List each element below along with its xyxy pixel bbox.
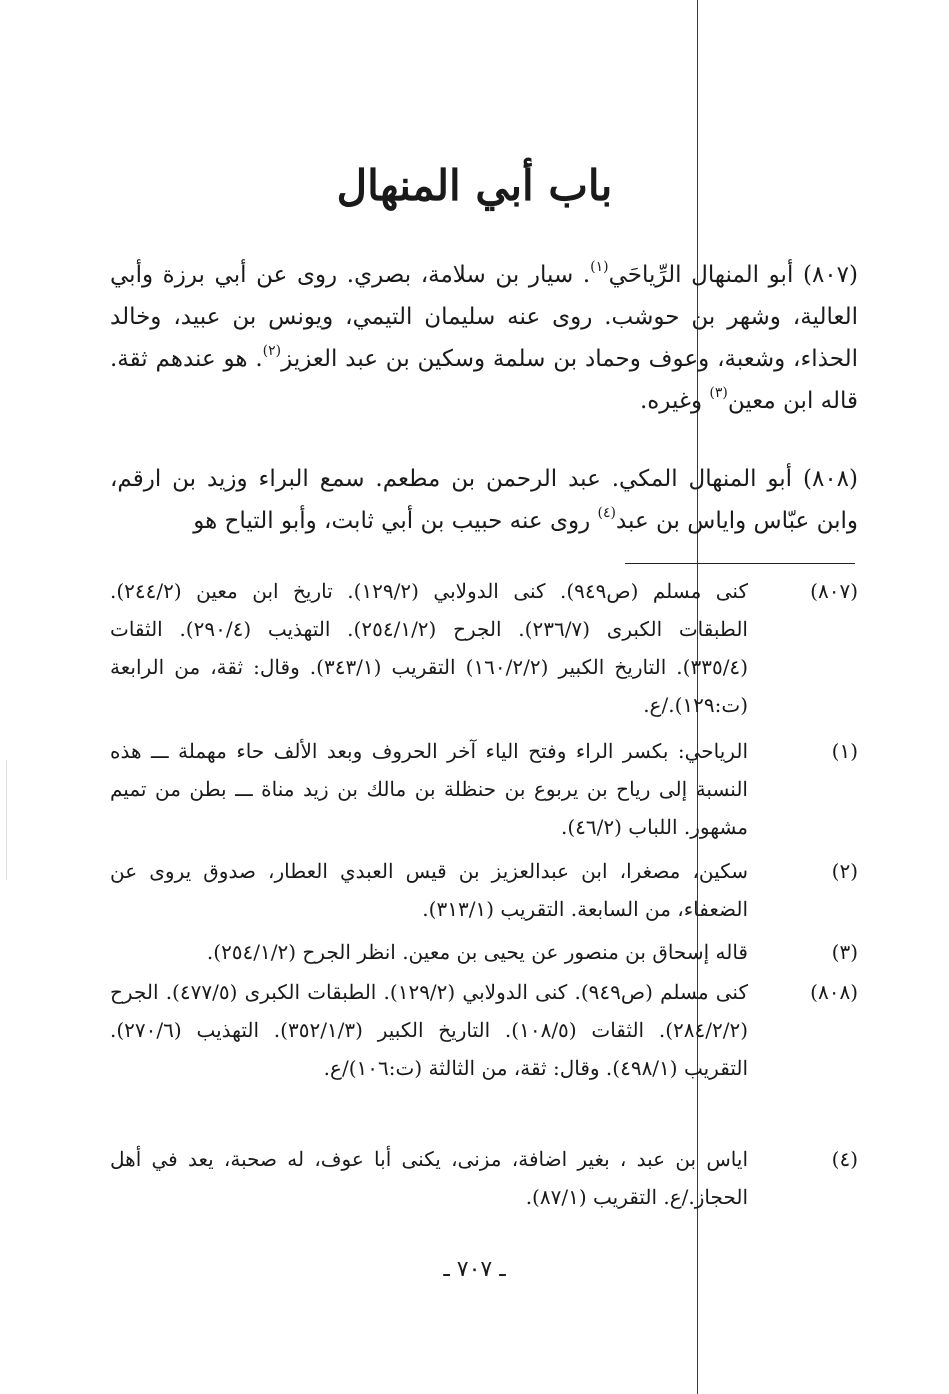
footnote-808	[110, 973, 858, 1087]
entry-text: أبو المنهال المكي. عبد الرحمن بن مطعم. سمع البراء وزيد بن ارقم، وابن عبّاس واياس بن عبد	[110, 466, 858, 534]
entry-number: (٨٠٨)	[802, 466, 859, 492]
entry-text: أبو المنهال الرِّياحَي	[608, 262, 794, 288]
footnote-number: (٨٠٨)	[810, 980, 858, 1004]
footnote-text: سكين، مصغرا، ابن عبدالعزيز بن قيس العبدي العطار، صدوق يروى عن الضعفاء، من السابعة. التقريب (٣١٣/١).	[110, 859, 748, 921]
entry-808	[110, 458, 858, 542]
footnote-ref: (٢)	[262, 343, 282, 360]
page-number: ـ ٧٠٧ ـ	[443, 1257, 506, 1282]
footnote-number: (٣)	[831, 940, 858, 964]
footnote-ref: (٤)	[597, 505, 616, 522]
entry-text: . سيار بن سلامة، بصري. روى عن أبي برزة وأبي العالية، وشهر بن حوشب. روى عنه سليمان التيمي، ويونس بن عبيد، وخالد الحذاء، وشعبة، وعوف وحماد بن سلمة وسكين بن عبد العزيز	[110, 262, 859, 372]
entry-text: وغيره.	[639, 388, 710, 414]
footnote-1	[110, 732, 858, 846]
footnote-separator	[625, 563, 855, 564]
footnote-number: (٨٠٧)	[810, 579, 858, 603]
page-edge-line	[6, 760, 7, 880]
entry-text: . هو عندهم ثقة. قاله ابن معين	[110, 346, 858, 414]
footnote-number: (٤)	[831, 1147, 858, 1171]
footnote-ref: (١)	[590, 259, 609, 276]
footnote-807	[110, 572, 858, 724]
footnote-3	[110, 933, 858, 971]
entry-text: روى عنه حبيب بن أبي ثابت، وأبو التياح هو	[193, 508, 598, 534]
footnote-text: كنى مسلم (ص٩٤٩). كنى الدولابي (١٢٩/٢). تاريخ ابن معين (٢٤٤/٢). الطبقات الكبرى (٢٣٦/٧). الجرح (٢٥٤/١/٢). التهذيب (٢٩٠/٤). الثقات (٣٣٥/٤). التاريخ الكبير (١٦٠/٢/٢) التقريب (٣٤٣/١). وقال: ثقة، من الرابعة (ت:١٢٩)./ع.	[110, 579, 748, 717]
footnote-text: قاله إسحاق بن منصور عن يحيى بن معين. انظر الجرح (٢٥٤/١/٢).	[206, 940, 748, 964]
chapter-title: باب أبي المنهال	[336, 161, 613, 210]
footnote-number: (٢)	[831, 859, 858, 883]
entry-807	[110, 254, 858, 422]
entry-number: (٨٠٧)	[802, 262, 858, 288]
footnote-ref: (٣)	[709, 385, 728, 402]
footnote-4	[110, 1140, 858, 1216]
footnote-text: الرياحي: بكسر الراء وفتح الياء آخر الحروف وبعد الألف حاء مهملة ـــ هذه النسبة إلى رياح بن يربوع بن حنظلة بن مالك بن زيد مناة ـــ بطن من تميم مشهور. اللباب (٤٦/٢).	[110, 739, 748, 839]
footnote-number: (١)	[831, 739, 858, 763]
footnote-2	[110, 852, 858, 928]
footnote-text: اياس بن عبد ، بغير اضافة، مزنى، يكنى أبا عوف، له صحبة، يعد في أهل الحجاز./ع. التقريب (٨٧/١).	[110, 1147, 748, 1209]
footnote-text: كنى مسلم (ص٩٤٩). كنى الدولابي (١٢٩/٢). الطبقات الكبرى (٤٧٧/٥). الجرح (٢٨٤/٢/٢). الثقات (١٠٨/٥). التاريخ الكبير (٣٥٢/١/٣). التهذيب (٢٧٠/٦). التقريب (٤٩٨/١). وقال: ثقة، من الثالثة (ت:١٠٦)/ع.	[110, 980, 749, 1080]
